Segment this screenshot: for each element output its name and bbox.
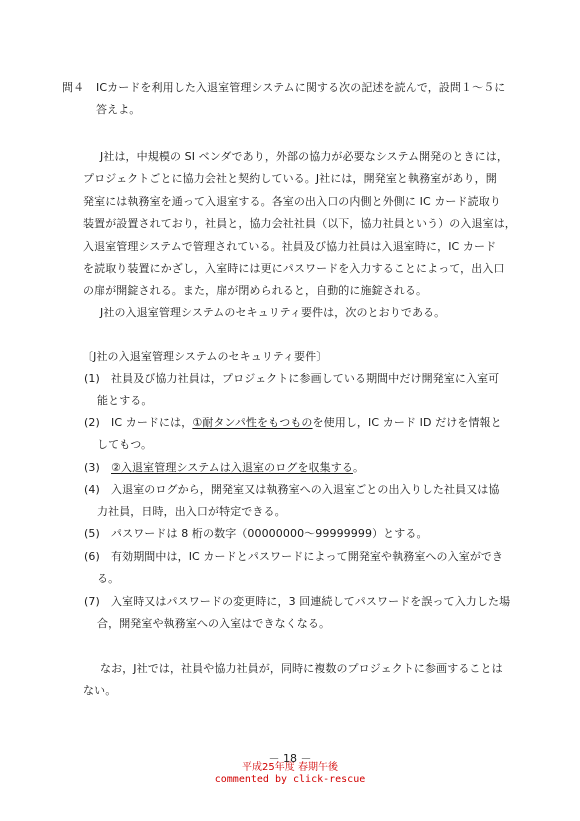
req-1-line2: 能とする。	[97, 394, 153, 407]
req-6-line2: る。	[97, 572, 120, 585]
req-1-line1: 社員及び協力社員は，プロジェクトに参画している期間中だけ開発室に入室可	[111, 372, 500, 385]
req-4-line2: 力社員，日時，出入口が特定できる。	[97, 505, 286, 518]
closing-line1: なお，J社では，社員や協力社員が，同時に複数のプロジェクトに参画することは	[100, 662, 503, 675]
req-6-num: (6)	[84, 550, 100, 563]
footer-exam-term: 平成25年度 春期午後	[242, 762, 338, 773]
body-p1-line1: J社は，中規模の SI ベンダであり，外部の協力が必要なシステム開発のときには，	[100, 150, 508, 163]
footer-credit: commented by click-rescue	[214, 774, 366, 785]
question-intro-line2: 答えよ。	[96, 103, 141, 116]
log-collection-underline: ②入退室管理システムは入退室のログを収集する	[111, 461, 353, 474]
body-p1-line3: 発室には執務室を通って入退室する。各室の出入口の内側と外側に IC カード読取り	[83, 195, 501, 208]
body-p1-line6: を読取り装置にかざし，入室時には更にパスワードを入力することによって，出入口	[83, 262, 505, 275]
body-p1-line4: 装置が設置されており，社員と，協力会社社員（以下，協力社員という）の入退室は，	[83, 217, 516, 230]
req-2-line1-post: を使用し，IC カード ID だけを情報と	[312, 416, 502, 429]
closing-line2: ない。	[83, 684, 117, 697]
req-3-num: (3)	[84, 461, 100, 474]
body-p1-line5: 入退室管理システムで管理されている。社員及び協力社員は入退室時に，IC カード	[83, 240, 497, 253]
req-5-line1: パスワードは 8 桁の数字（00000000～99999999）とする。	[111, 527, 428, 540]
body-p2: J社の入退室管理システムのセキュリティ要件は，次のとおりである。	[100, 306, 446, 319]
req-7-num: (7)	[84, 595, 100, 608]
req-2-line2: してもつ。	[97, 438, 153, 451]
req-2-line1-pre: IC カードには，	[111, 416, 193, 429]
req-7-line1: 入室時又はパスワードの変更時に，3 回連続してパスワードを誤って入力した場	[111, 595, 511, 608]
req-6-line1: 有効期間中は，IC カードとパスワードによって開発室や執務室への入室ができ	[111, 550, 504, 563]
question-intro-line1: ICカードを利用した入退室管理システムに関する次の記述を読んで，設問１～５に	[96, 81, 506, 94]
body-p1-line2: プロジェクトごとに協力会社と契約している。J社には，開発室と執務室があり，開	[83, 172, 497, 185]
req-1-num: (1)	[84, 372, 100, 385]
requirements-heading: 〔J社の入退室管理システムのセキュリティ要件〕	[82, 350, 328, 363]
tamper-resistant-underline: ①耐タンパ性をもつもの	[192, 416, 313, 429]
req-4-line1: 入退室のログから，開発室又は執務室への入退室ごとの出入りした社員又は協	[111, 483, 500, 496]
body-p1-line7: の扉が開錠される。また，扉が閉められると，自動的に施錠される。	[83, 284, 428, 297]
req-3-line1-post: 。	[352, 461, 365, 474]
req-2-line1	[111, 416, 502, 430]
page-number: － 18 －	[268, 752, 312, 765]
req-2-num: (2)	[84, 416, 100, 429]
req-3-line1	[111, 461, 364, 475]
question-label: 問４	[62, 81, 85, 94]
req-5-num: (5)	[84, 527, 100, 540]
req-7-line2: 合，開発室や執務室への入室はできなくなる。	[97, 617, 331, 630]
req-4-num: (4)	[84, 483, 100, 496]
